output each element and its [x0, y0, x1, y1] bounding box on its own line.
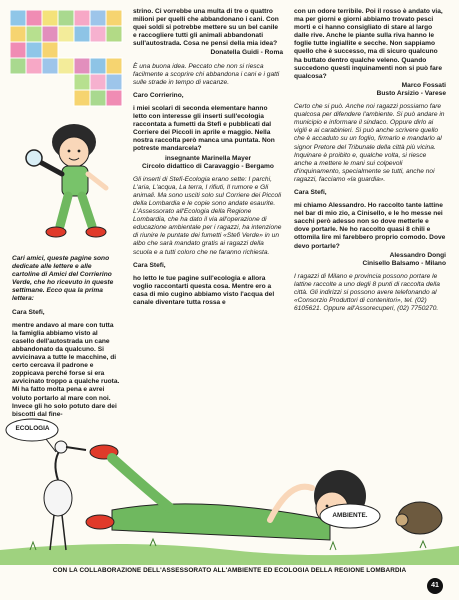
letter4-signature-place: Cinisello Balsamo - Milano [362, 259, 446, 267]
balloon-ecologia-text: ECOLOGIA [15, 425, 50, 432]
stefi-lying-figure [86, 445, 366, 540]
stefi-lying-scene-illustration [0, 410, 459, 565]
letter1-body-continued: strino. Ci vorrebbe una multa di tre o quattro milioni per quelli che abbandonano i cani. Con quei soldi si potrebbe mettere su un bel canile e raccogliere tutti gli animali abbandonati sull'autostrada. Cosa ne pensi della mia idea? [133, 8, 279, 48]
column-middle [133, 8, 283, 312]
letter3-signature-place: Busto Arsizio - Varese [376, 89, 446, 97]
letter1-signature: Donatella Guidi - Roma [210, 49, 283, 57]
reply2-text: Gli inserti di Stefi-Ecologia erano sette: I parchi, L'aria, L'acqua, La terra, I rifiuti, Il rumore e Gli animali. Ma sono usciti solo sul Corriere dei Piccoli della Lombardia e le copie sono andate esaurite. L'Assessorato all'Ecologia della Regione Lombardia, che ha dato il via all'operazione di educazione ambientale per i ragazzi, ha intenzione di riunire le puntate dei fumetti «Stefi Verde» in un albo che sarà mandato gratis ai ragazzi della scuola e a tutti coloro che ne faranno richiesta. [133, 175, 282, 256]
stork-figure [44, 441, 86, 550]
letter4-salutation: Cara Stefi, [294, 188, 327, 196]
column-right [294, 8, 446, 318]
letter3-salutation: Cara Stefi, [133, 261, 166, 269]
reply3-text: Certo che si può. Anche noi ragazzi possiamo fare qualcosa per difendere l'ambiente. Si può andare in municipio e informare il sindaco. Oppure dirlo ai vigili e ai carabinieri. Si può anche scrivere quello che è accaduto su un foglio, firmarlo e mandarlo al signor Pretore del Tribunale della città più vicina. Inquinare è proibito e, qualche volta, si riesce anche a mettere le mani sui colpevoli d'inquinamento, specialmente se tutti, anche noi ragazzi, facciamo «la guardia». [294, 103, 445, 183]
letter4-signature-name: Alessandro Dongi [389, 251, 446, 259]
letter2-salutation: Caro Corrierino, [133, 91, 184, 99]
letter2-body: i miei scolari di seconda elementare hanno letto con interesse gli inserti sull'ecologia raccontata a fumetti da Stefi e pubblicati dal Corriere dei Piccoli in aprile e maggio. Nella nostra raccolta però manca una puntata. Non potreste mandarcela? [133, 104, 275, 153]
letter2-signature-place: Circolo didattico di Caravaggio - Bergamo [142, 162, 274, 170]
letter1-salutation: Cara Stefi, [12, 308, 45, 316]
stefi-magnifier-illustration [22, 118, 132, 253]
mosaic-letter-s-illustration [10, 10, 128, 122]
balloon-ambiente-text: AMBIENTE. [332, 512, 368, 519]
reply1-text: È una buona idea. Peccato che non si riesca facilmente a scoprire chi abbandona i cani e i gatti sulle strade in tempo di vacanze. [133, 62, 280, 86]
letter2-signature-name: insegnante Marinella Mayer [164, 154, 252, 162]
mosaic-squares [10, 10, 122, 106]
letter3-body: ho letto le tue pagine sull'ecologia e allora voglio raccontarti questa cosa. Mentre ero a casa di mio cugino abbiamo visto l'acqua del canale diventare tutta rossa e [133, 274, 275, 306]
letter1-body: mentre andavo al mare con tutta la famiglia abbiamo visto al casello dell'autostrada un cane abbandonato da qualcuno. Si avvicinava a tutte le macchine, di certo cercava il padrone e zoppicava perché forse si era avvicinato troppo a qualche ruota. Mi ha fatto molta pena e avrei voluto portarlo al mare con noi. Invece gli ho solo potuto dare dei biscotti dal fine- [12, 321, 120, 418]
hedgehog-figure [396, 502, 442, 534]
intro-text: Cari amici, queste pagine sono dedicate alle lettere e alle cartoline di Amici del Corrierino Verde, che ho ricevuto in queste settimane. Ecco qua la prima lettera: [12, 255, 114, 303]
letter4-body: mi chiamo Alessandro. Ho raccolto tante lattine nel bar di mio zio, a Cinisello, e le ho messe nei sacchi però adesso non so dove metterle e dove portarle. Ne ho raccolto quasi 8 chili e ottomila lire mi farebbero proprio comodo. Dove devo portarle? [294, 202, 446, 250]
column-left [12, 255, 120, 424]
letter3-signature-name: Marco Fossati [401, 81, 446, 89]
footer-credit: CON LA COLLABORAZIONE DELL'ASSESSORATO ALL'AMBIENTE ED ECOLOGIA DELLA REGIONE LOMBARDIA [52, 567, 407, 574]
page-number: 41 [427, 578, 443, 594]
reply4-text: I ragazzi di Milano e provincia possono portare le lattine raccolte a uno degli 8 punti di raccolta della città. Gli indirizzi si possono avere telefonando al «Consorzio Produttori di contenitori», tel. (02) 6105621. Oppure all'Assorecuperi, (02) 7750270. [294, 272, 440, 313]
letter3-body-continued: con un odore terribile. Poi il rosso è andato via, ma per giorni e giorni abbiamo trovato pesci morti e ci hanno consigliato di stare al largo dalle rive. Anche le piante sulla riva hanno le foglie tutte ingiallite e secche. Non sappiamo quello che è successo, ma di sicuro qualcuno ha buttato dentro qualche veleno. Quando succedono questi inquinamenti non si può fare qualcosa? [294, 8, 443, 80]
